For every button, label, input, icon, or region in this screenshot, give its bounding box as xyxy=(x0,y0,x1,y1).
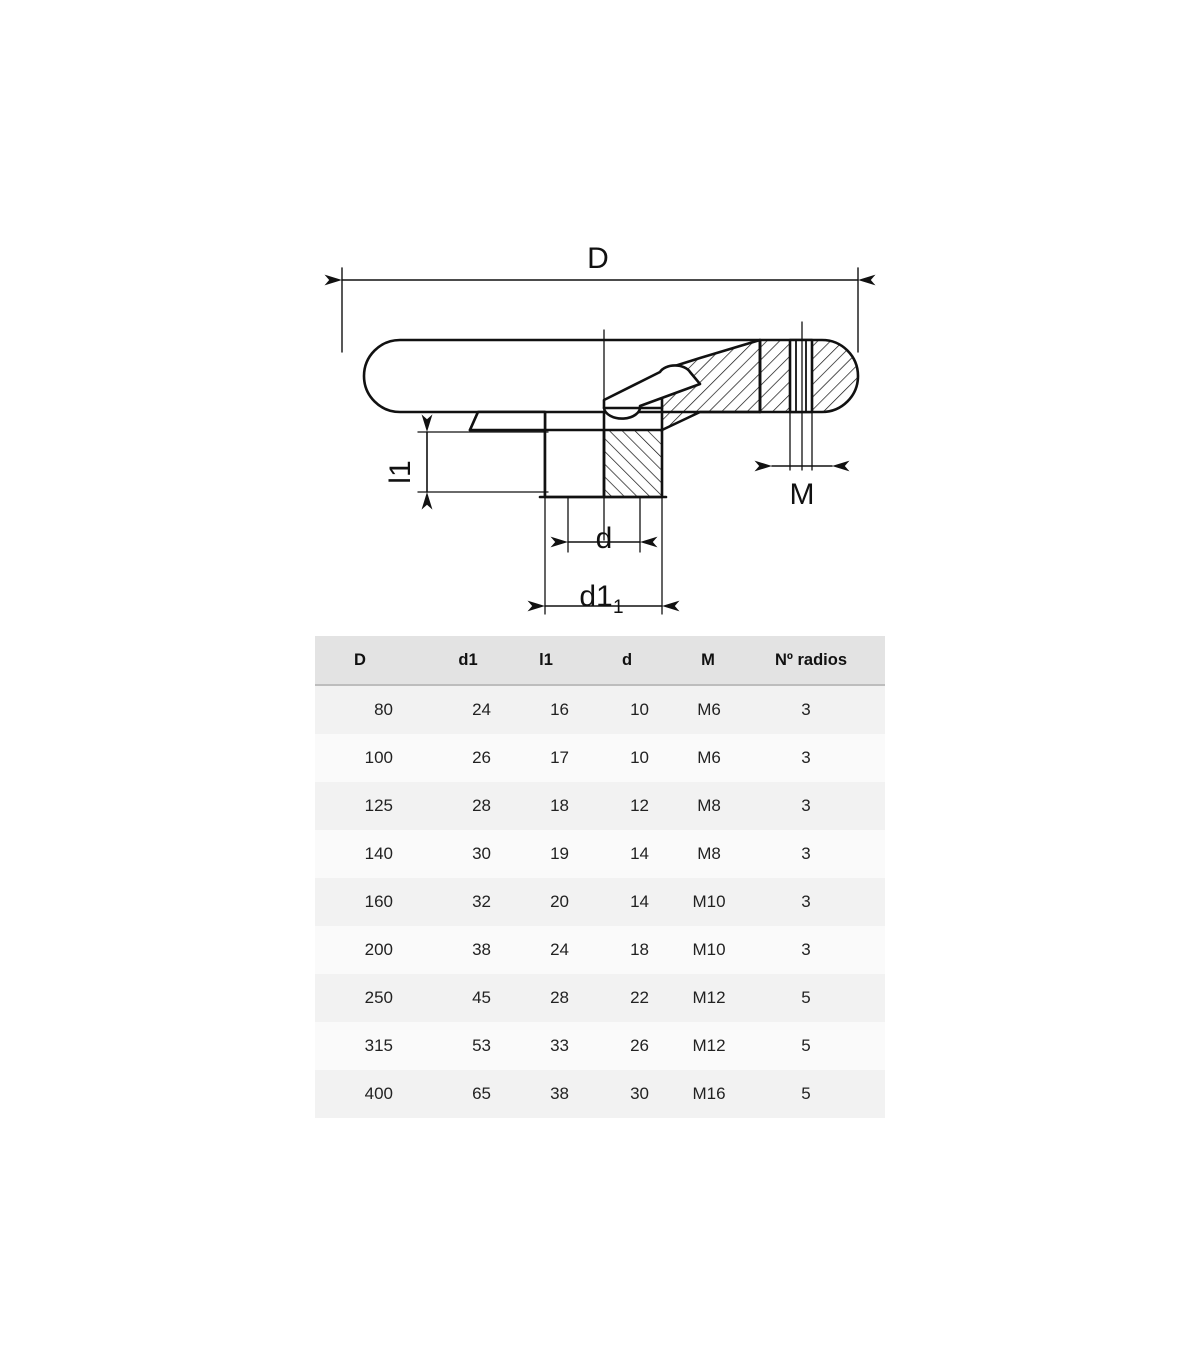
cell-D: 160 xyxy=(364,892,393,911)
cell-d1: 38 xyxy=(472,940,491,959)
cell-radios: 3 xyxy=(801,796,811,815)
column-header-d1: d1 xyxy=(435,636,513,685)
table-row xyxy=(315,974,885,1022)
cell-M: M16 xyxy=(692,1084,726,1103)
cell-M: M12 xyxy=(692,988,726,1007)
column-header-M: M xyxy=(675,636,757,685)
cell-D: 80 xyxy=(374,700,393,719)
cell-M: M8 xyxy=(697,844,721,863)
table-row xyxy=(315,1022,885,1070)
dimension-label-D: D xyxy=(587,242,609,275)
cell-D: 400 xyxy=(364,1084,393,1103)
column-header-D: D xyxy=(315,636,435,685)
cell-D: 125 xyxy=(364,796,393,815)
cell-radios: 5 xyxy=(801,988,811,1007)
table-row xyxy=(315,685,885,734)
cell-l1: 17 xyxy=(550,748,569,767)
table-row xyxy=(315,830,885,878)
cell-d: 22 xyxy=(630,988,649,1007)
cell-l1: 18 xyxy=(550,796,569,815)
table-row xyxy=(315,1070,885,1118)
dimension-label-d1-subscript: 1 xyxy=(613,597,624,618)
technical-drawing xyxy=(0,0,1200,640)
cell-d1: 45 xyxy=(472,988,491,1007)
cell-radios: 5 xyxy=(801,1084,811,1103)
cell-d: 18 xyxy=(630,940,649,959)
cell-d: 10 xyxy=(630,700,649,719)
cell-d1: 53 xyxy=(472,1036,491,1055)
cell-D: 250 xyxy=(364,988,393,1007)
cell-M: M10 xyxy=(692,940,726,959)
cell-d: 26 xyxy=(630,1036,649,1055)
dimension-label-d: d xyxy=(595,522,613,555)
column-header-d: d xyxy=(595,636,675,685)
cell-D: 315 xyxy=(364,1036,393,1055)
cell-D: 200 xyxy=(364,940,393,959)
cell-radios: 3 xyxy=(801,940,811,959)
table-header-row xyxy=(315,636,885,685)
table-header xyxy=(315,636,885,685)
cell-radios: 3 xyxy=(801,700,811,719)
cell-D: 100 xyxy=(364,748,393,767)
cell-radios: 5 xyxy=(801,1036,811,1055)
table-body xyxy=(315,685,885,1118)
cell-d1: 65 xyxy=(472,1084,491,1103)
cell-d: 10 xyxy=(630,748,649,767)
cell-d1: 24 xyxy=(472,700,491,719)
cell-d1: 32 xyxy=(472,892,491,911)
specification-table-container xyxy=(315,636,885,1118)
cell-M: M12 xyxy=(692,1036,726,1055)
table-row xyxy=(315,926,885,974)
column-header-l1: l1 xyxy=(513,636,595,685)
cell-radios: 3 xyxy=(801,748,811,767)
cell-d: 30 xyxy=(630,1084,649,1103)
cell-l1: 19 xyxy=(550,844,569,863)
cell-l1: 28 xyxy=(550,988,569,1007)
cell-d: 14 xyxy=(630,844,649,863)
cell-d1: 26 xyxy=(472,748,491,767)
handwheel-cross-section-svg xyxy=(0,0,1200,640)
cell-l1: 33 xyxy=(550,1036,569,1055)
cell-l1: 20 xyxy=(550,892,569,911)
column-header-radios: Nº radios xyxy=(757,636,885,685)
cell-D: 140 xyxy=(364,844,393,863)
cell-d1: 30 xyxy=(472,844,491,863)
cell-M: M8 xyxy=(697,796,721,815)
specification-table xyxy=(315,636,885,1118)
cell-l1: 16 xyxy=(550,700,569,719)
cell-d: 14 xyxy=(630,892,649,911)
cell-M: M10 xyxy=(692,892,726,911)
dimension-label-d1: d1 xyxy=(579,580,613,613)
cell-radios: 3 xyxy=(801,892,811,911)
table-row xyxy=(315,782,885,830)
cell-l1: 38 xyxy=(550,1084,569,1103)
cell-d1: 28 xyxy=(472,796,491,815)
table-row xyxy=(315,878,885,926)
cell-M: M6 xyxy=(697,700,721,719)
table-row xyxy=(315,734,885,782)
cell-d: 12 xyxy=(630,796,649,815)
dimension-label-M: M xyxy=(789,478,815,511)
cell-M: M6 xyxy=(697,748,721,767)
dimension-label-l1: l1 xyxy=(384,460,417,484)
cell-radios: 3 xyxy=(801,844,811,863)
cell-l1: 24 xyxy=(550,940,569,959)
